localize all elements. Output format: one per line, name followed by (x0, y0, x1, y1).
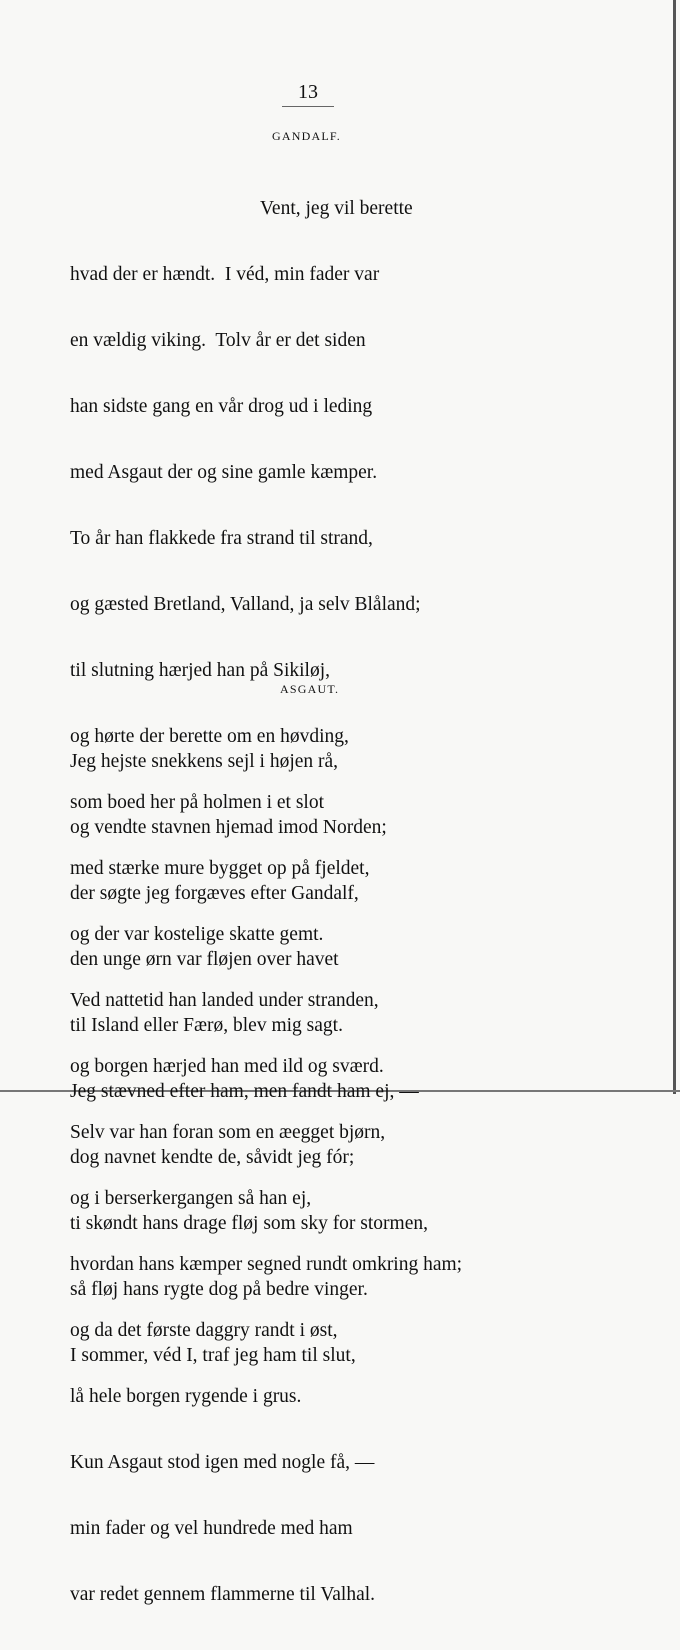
verse-line: og borgen hærjed han med ild og sværd. (70, 1056, 384, 1077)
verse-line: med Asgaut der og sine gamle kæmper. (70, 462, 378, 483)
verse-line: og gæsted Bretland, Valland, ja selv Blåland; (70, 594, 421, 615)
verse-line: og da det første daggry randt i øst, (70, 1320, 338, 1341)
verse-line: med stærke mure bygget op på fjeldet, (70, 858, 370, 879)
verse-line: til slutning hærjed han på Sikiløj, (70, 660, 330, 681)
verse-line: som boed her på holmen i et slot (70, 792, 324, 813)
verse-block-asgaut (70, 707, 428, 1411)
verse-line: To år han flakkede fra strand til strand, (70, 528, 373, 549)
verse-line: Kun Asgaut stod igen med nogle få, — (70, 1452, 375, 1473)
verse-line: og i berserkergangen så han ej, (70, 1188, 312, 1209)
verse-line: der søgte jeg forgæves efter Gandalf, (70, 883, 359, 904)
verse-line: han sidste gang en vår drog ud i leding (70, 396, 373, 417)
verse-line: Vent, jeg vil berette (260, 198, 413, 219)
verse-line: og der var kostelige skatte gemt. (70, 924, 324, 945)
verse-line: Ved nattetid han landed under stranden, (70, 990, 379, 1011)
verse-line: ti skøndt hans drage fløj som sky for stormen, (70, 1213, 428, 1234)
verse-line: var redet gennem flammerne til Valhal. (70, 1584, 376, 1605)
page-edge-rule (673, 0, 676, 1094)
verse-line: og hørte der berette om en høvding, (70, 726, 349, 747)
verse-line: hvad der er hændt. I véd, min fader var (70, 264, 380, 285)
verse-line: og vendte stavnen hjemad imod Norden; (70, 817, 387, 838)
verse-line: den unge ørn var fløjen over havet (70, 949, 339, 970)
verse-line: Selv var han foran som en æegget bjørn, (70, 1122, 386, 1143)
verse-line: I sommer, véd I, traf jeg ham til slut, (70, 1345, 356, 1366)
verse-line: lå hele borgen rygende i grus. (70, 1386, 302, 1407)
verse-line: min fader og vel hundrede med ham (70, 1518, 353, 1539)
speaker-heading-gandalf: GANDALF. (272, 129, 341, 143)
speaker-heading-asgaut: ASGAUT. (280, 682, 340, 696)
verse-line: så fløj hans rygte dog på bedre vinger. (70, 1279, 368, 1300)
page-number-underline (282, 106, 334, 107)
verse-line: hvordan hans kæmper segned rundt omkring ham; (70, 1254, 463, 1275)
verse-line: Jeg hejste snekkens sejl i højen rå, (70, 751, 339, 772)
verse-line: en vældig viking. Tolv år er det siden (70, 330, 366, 351)
page-number: 13 (298, 81, 318, 103)
verse-line: dog navnet kendte de, såvidt jeg fór; (70, 1147, 355, 1168)
verse-line: Jeg stævned efter ham, men fandt ham ej, — (70, 1081, 419, 1102)
verse-line: til Island eller Færø, blev mig sagt. (70, 1015, 343, 1036)
